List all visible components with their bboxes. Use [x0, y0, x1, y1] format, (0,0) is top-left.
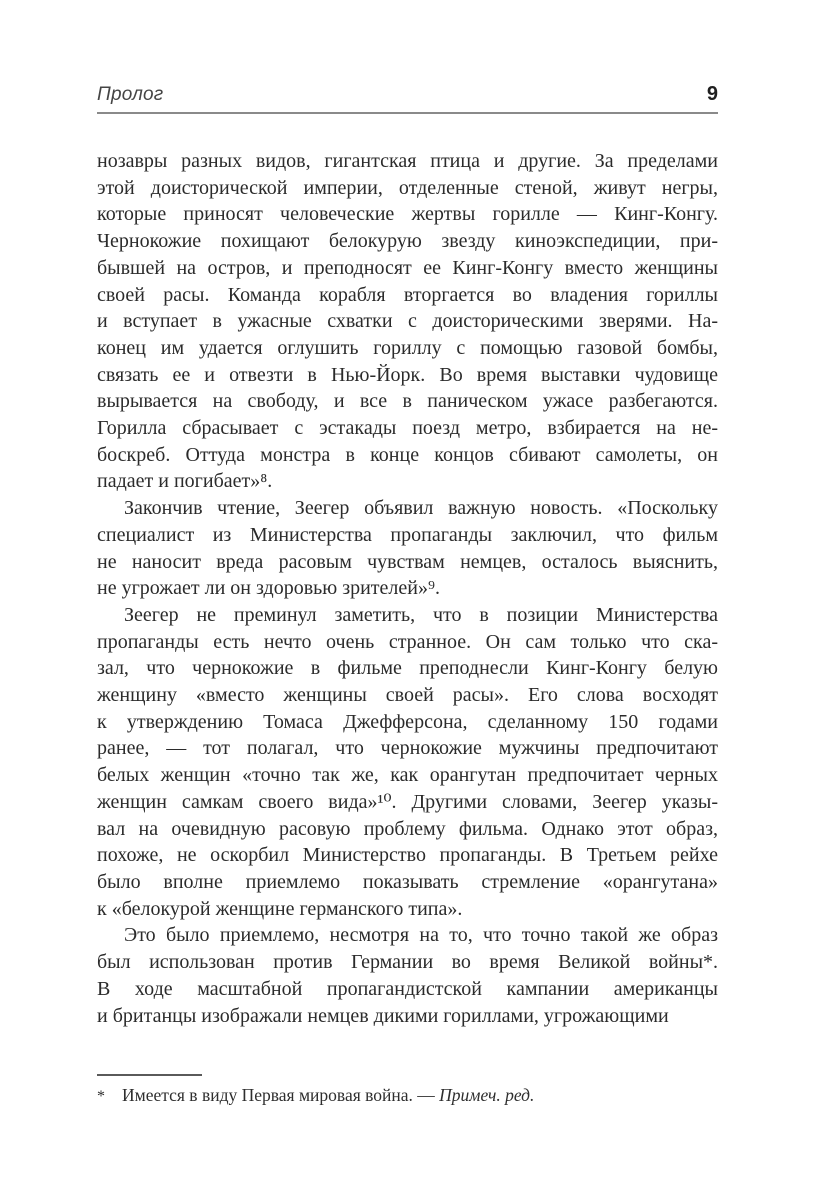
- text-line: и вступает в ужасные схватки с доисторическими зверями. На-: [97, 310, 718, 333]
- text-line: своей расы. Команда корабля вторгается во владения гориллы: [97, 283, 718, 306]
- paragraph: [97, 602, 718, 922]
- footnote-marker: *: [97, 1088, 105, 1105]
- footnote-source: Примеч. ред.: [439, 1085, 535, 1105]
- text-line: к «белокурой женщине германского типа».: [97, 897, 463, 920]
- text-line: вырывается на свободу, и все в паническом ужасе разбегаются.: [97, 390, 718, 413]
- paragraph: [97, 922, 718, 1029]
- text-line: было вполне приемлемо показывать стремление «орангутана»: [97, 870, 718, 893]
- text-line: женщин самкам своего вида»¹⁰. Другими словами, Зеегер указы-: [97, 790, 718, 813]
- text-line: похоже, не оскорбил Министерство пропаганды. В Третьем рейхе: [97, 844, 718, 867]
- paragraph: [97, 495, 718, 602]
- text-line: Это было приемлемо, несмотря на то, что точно такой же образ: [124, 924, 718, 947]
- paragraph: [97, 148, 718, 495]
- page-header: [97, 83, 718, 106]
- text-line: боскреб. Оттуда монстра в конце концов сбивают самолеты, он: [97, 443, 718, 466]
- text-line: был использован против Германии во время Великой войны*.: [97, 951, 718, 974]
- text-line: зал, что чернокожие в фильме преподнесли Кинг-Конгу белую: [97, 657, 718, 680]
- text-line: пропаганды есть нечто очень странное. Он сам только что ска-: [97, 630, 718, 653]
- text-line: Зеегер не преминул заметить, что в позиции Министерства: [124, 603, 718, 626]
- text-line: связать ее и отвезти в Нью-Йорк. Во время выставки чудовище: [97, 363, 718, 386]
- footnote-text: Имеется в виду Первая мировая война. —: [122, 1085, 440, 1105]
- header-rule: [97, 112, 718, 114]
- text-line: не наносит вреда расовым чувствам немцев, осталось выяснить,: [97, 550, 718, 573]
- text-line: женщину «вместо женщины своей расы». Его слова восходят: [97, 684, 718, 707]
- page-number: 9: [706, 83, 718, 105]
- text-line: Горилла сбрасывает с эстакады поезд метро, взбирается на не-: [97, 417, 718, 440]
- text-line: падает и погибает»⁸.: [97, 470, 273, 493]
- text-line: нозавры разных видов, гигантская птица и другие. За пределами: [97, 150, 718, 172]
- text-line: белых женщин «точно так же, как орангутан предпочитает черных: [97, 764, 718, 787]
- text-line: этой доисторической империи, отделенные стеной, живут негры,: [97, 176, 718, 199]
- text-line: которые приносят человеческие жертвы горилле — Кинг-Конгу.: [97, 203, 718, 226]
- text-line: не угрожает ли он здоровью зрителей»⁹.: [97, 577, 440, 600]
- text-line: вал на очевидную расовую проблему фильма. Однако этот образ,: [97, 817, 718, 840]
- text-line: Закончив чтение, Зеегер объявил важную новость. «Поскольку: [124, 497, 718, 520]
- text-line: к утверждению Томаса Джефферсона, сделанному 150 годами: [97, 710, 718, 733]
- text-line: специалист из Министерства пропаганды заключил, что фильм: [97, 523, 718, 546]
- footnote-rule: [97, 1074, 202, 1076]
- footnote: [97, 1083, 718, 1109]
- text-line: ранее, — тот полагал, что чернокожие мужчины предпочитают: [97, 737, 718, 760]
- text-line: конец им удается оглушить гориллу с помощью газовой бомбы,: [97, 336, 718, 359]
- text-line: и британцы изображали немцев дикими гориллами, угрожающими: [97, 1004, 669, 1027]
- text-line: Чернокожие похищают белокурую звезду киноэкспедиции, при-: [97, 230, 718, 253]
- page-body: [97, 148, 718, 1029]
- running-title: Пролог: [97, 84, 164, 105]
- text-line: В ходе масштабной пропагандистской кампании американцы: [97, 977, 718, 1000]
- text-line: бывшей на остров, и преподносят ее Кинг-Конгу вместо женщины: [97, 256, 718, 279]
